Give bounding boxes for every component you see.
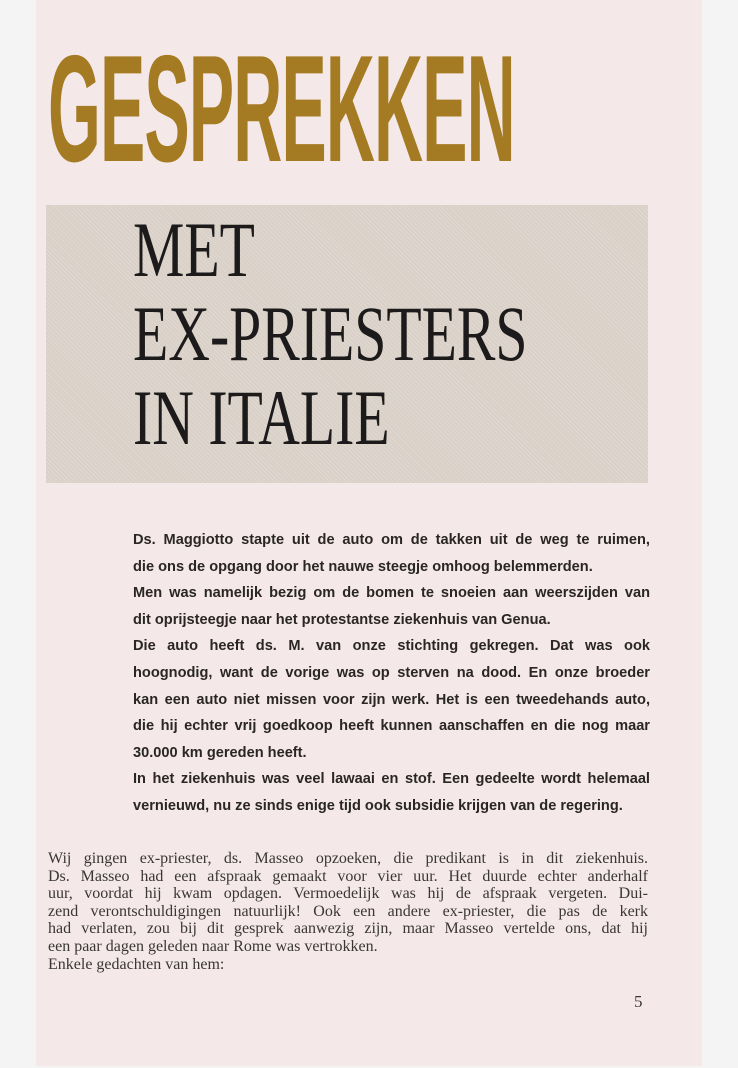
page-number: 5	[634, 992, 643, 1011]
subtitle-line: MET	[133, 206, 255, 293]
subtitle-line: EX-PRIESTERS	[133, 290, 528, 377]
text-line: die hij echter vrij goedkoop heeft kunnen aanschaffen en die nog maar	[133, 718, 650, 735]
text-line: Wij gingen ex-priester, ds. Masseo opzoeken, die predikant is in dit ziekenhuis.	[48, 850, 648, 867]
text-line: kan een auto niet missen voor zijn werk. Het is een tweedehands auto,	[133, 691, 650, 708]
body-text	[48, 850, 648, 973]
intro-text	[133, 527, 650, 820]
subtitle-line: IN ITALIE	[133, 374, 390, 461]
text-line: zend verontschuldigingen natuurlijk! Ook een andere ex-priester, die pas de kerk	[48, 902, 648, 920]
text-line: Ds. Maggiotto stapte uit de auto om de takken uit de weg te ruimen,	[133, 532, 650, 548]
page-title: GESPREKKEN	[48, 24, 515, 194]
text-line: Enkele gedachten van hem:	[48, 955, 225, 973]
text-line: Die auto heeft ds. M. van onze stichting gekregen. Dat was ook	[133, 638, 650, 655]
text-line: Ds. Masseo had een afspraak gemaakt voor vier uur. Het duurde echter anderhalf	[48, 867, 648, 885]
text-line: een paar dagen geleden naar Rome was vertrokken.	[48, 937, 378, 955]
text-line: 30.000 km gereden heeft.	[133, 744, 307, 761]
text-line: dit oprijsteegje naar het protestantse ziekenhuis van Genua.	[133, 611, 551, 628]
text-line: hoognodig, want de vorige was op sterven na dood. En onze broeder	[133, 664, 650, 681]
text-line: In het ziekenhuis was veel lawaai en stof. Een gedeelte wordt helemaal	[133, 771, 650, 788]
text-line: die ons de opgang door het nauwe steegje omhoog belemmerden.	[133, 558, 593, 575]
text-line: Men was namelijk bezig om de bomen te snoeien aan weerszijden van	[133, 585, 650, 602]
text-line: uur, voordat hij kwam opdagen. Vermoedelijk was hij de afspraak vergeten. Dui-	[48, 885, 648, 903]
text-line: had verlaten, zou bij dit gesprek aanwezig zijn, maar Masseo vertelde ons, dat hij	[48, 920, 648, 938]
text-line: vernieuwd, nu ze sinds enige tijd ook subsidie krijgen van de regering.	[133, 797, 623, 814]
